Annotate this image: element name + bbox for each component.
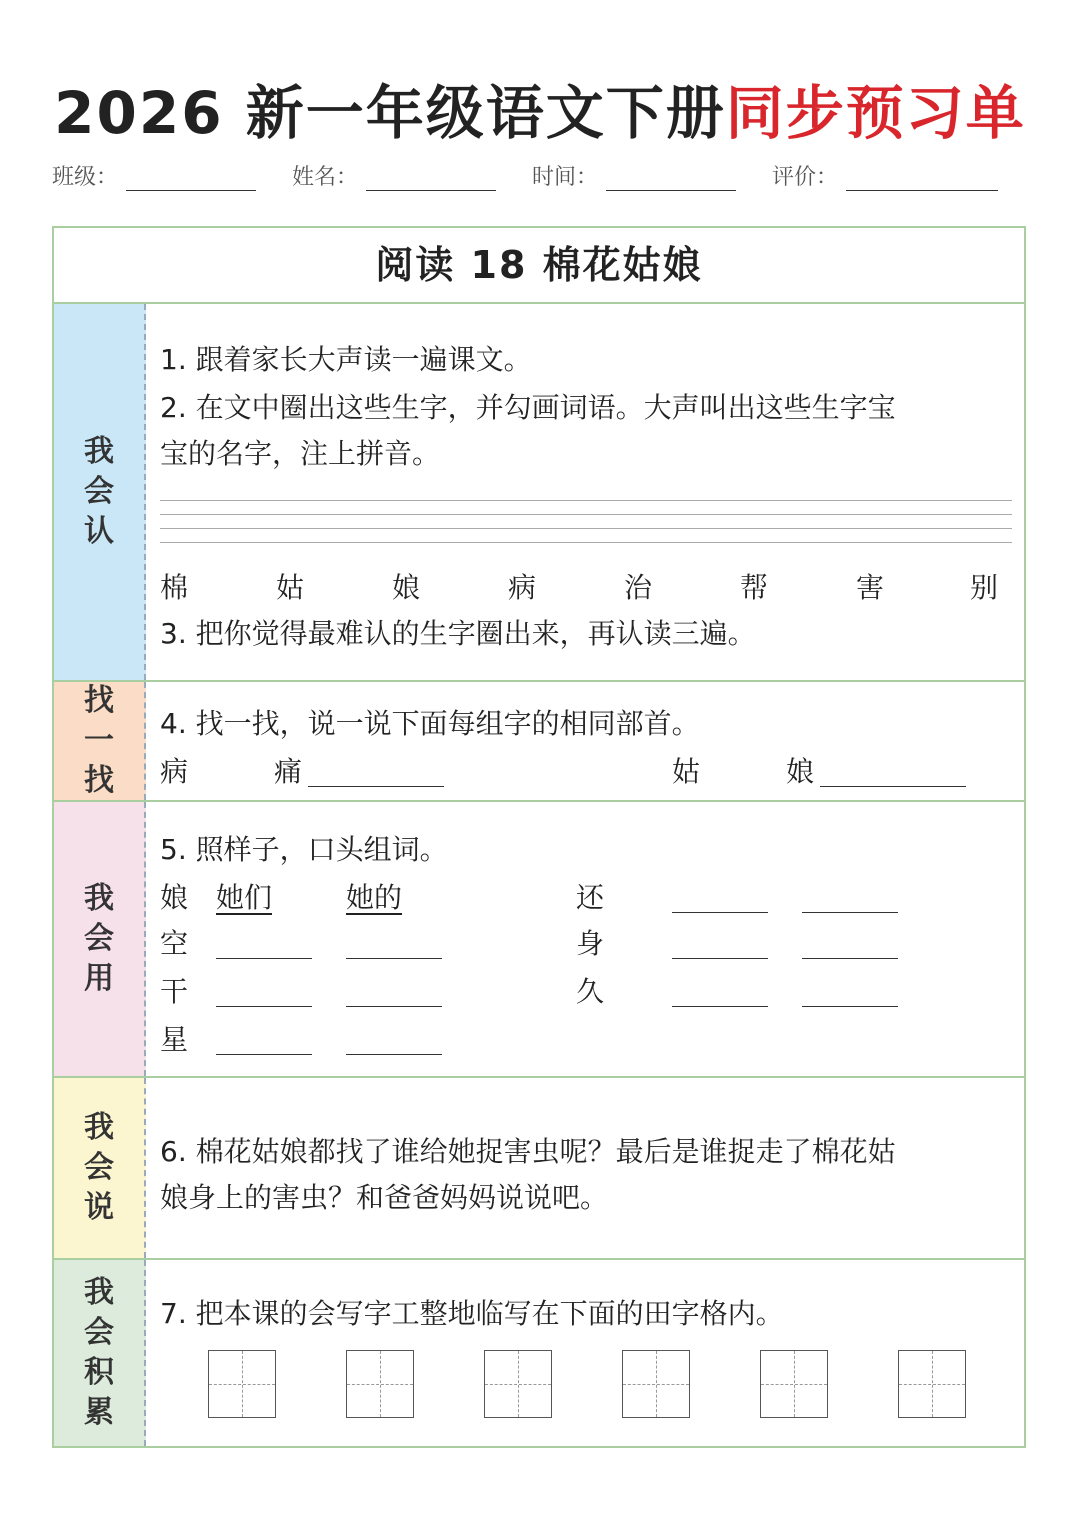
class-field[interactable]: 班级： [52, 160, 256, 191]
word-char: 空 [160, 927, 189, 960]
answer-blank[interactable] [216, 972, 312, 1007]
student-info-row [52, 160, 1022, 200]
question-2-line2: 宝的名字，注上拼音。 [160, 437, 441, 470]
tianzige-grid[interactable] [622, 1350, 690, 1418]
word-char: 星 [160, 1023, 189, 1056]
tianzige-grid[interactable] [484, 1350, 552, 1418]
section-tag: 我 会 认 [54, 304, 146, 680]
tianzige-grid[interactable] [208, 1350, 276, 1418]
time-field[interactable]: 时间： [532, 160, 736, 191]
tianzige-grid[interactable] [346, 1350, 414, 1418]
answer-blank[interactable] [802, 878, 898, 913]
answer-blank[interactable] [672, 878, 768, 913]
question-6-line1: 6. 棉花姑娘都找了谁给她捉害虫呢？最后是谁捉走了棉花姑 [160, 1135, 896, 1168]
section-accumulate [54, 1260, 1024, 1446]
word-char: 身 [576, 927, 605, 960]
section-speak [54, 1078, 1024, 1260]
lesson-title: 阅读 18 棉花姑娘 [54, 228, 1024, 304]
question-6-line2: 娘身上的害虫？和爸爸妈妈说说吧。 [160, 1181, 609, 1214]
new-character: 娘 [392, 571, 421, 604]
section-use [54, 802, 1024, 1078]
section-tag: 我 会 积 累 [54, 1260, 146, 1446]
answer-blank[interactable] [802, 972, 898, 1007]
pinyin-line [160, 542, 1012, 543]
question-1: 1. 跟着家长大声读一遍课文。 [160, 343, 532, 376]
page-title: 2026 新一年级语文下册同步预习单 [54, 79, 1026, 147]
word-char: 久 [576, 975, 605, 1008]
question-7: 7. 把本课的会写字工整地临写在下面的田字格内。 [160, 1297, 784, 1330]
answer-blank[interactable] [346, 972, 442, 1007]
answer-blank[interactable] [672, 924, 768, 959]
section-tag: 我 会 说 [54, 1078, 146, 1258]
answer-blank[interactable] [216, 1020, 312, 1055]
worksheet [52, 226, 1026, 1448]
answer-blank[interactable] [346, 1020, 442, 1055]
name-field[interactable]: 姓名： [292, 160, 496, 191]
answer-blank[interactable] [216, 924, 312, 959]
tianzige-grid[interactable] [898, 1350, 966, 1418]
question-2-line1: 2. 在文中圈出这些生字，并勾画词语。大声叫出这些生字宝 [160, 391, 896, 424]
section-recognize [54, 304, 1024, 682]
section-find [54, 682, 1024, 802]
new-character: 帮 [740, 571, 769, 604]
pinyin-line [160, 500, 1012, 501]
new-character: 别 [970, 571, 999, 604]
example-char: 娘 [160, 881, 189, 914]
question-3: 3. 把你觉得最难认的生字圈出来，再认读三遍。 [160, 617, 756, 650]
answer-blank[interactable] [346, 924, 442, 959]
pinyin-line [160, 528, 1012, 529]
answer-blank[interactable] [802, 924, 898, 959]
question-4: 4. 找一找，说一说下面每组字的相同部首。 [160, 707, 700, 740]
pinyin-line [160, 514, 1012, 515]
section-tag: 我 会 用 [54, 802, 146, 1076]
new-character: 棉 [160, 571, 189, 604]
example-word: 她们 [216, 881, 273, 914]
new-character: 害 [856, 571, 885, 604]
pair-char: 病 [160, 755, 189, 788]
pair-char: 娘 [786, 755, 815, 788]
tianzige-grid[interactable] [760, 1350, 828, 1418]
question-5: 5. 照样子，口头组词。 [160, 833, 448, 866]
section-tag: 找 一 找 [54, 682, 146, 800]
word-char: 还 [576, 881, 605, 914]
evaluation-field[interactable]: 评价： [772, 160, 998, 191]
pair-char: 姑 [672, 755, 701, 788]
example-word: 她的 [346, 881, 403, 914]
pair-char: 痛 [274, 755, 303, 788]
answer-blank[interactable] [672, 972, 768, 1007]
new-character: 病 [508, 571, 537, 604]
new-character: 治 [624, 571, 653, 604]
new-character: 姑 [276, 571, 305, 604]
word-char: 干 [160, 975, 189, 1008]
answer-blank[interactable] [820, 752, 966, 787]
answer-blank[interactable] [308, 752, 444, 787]
